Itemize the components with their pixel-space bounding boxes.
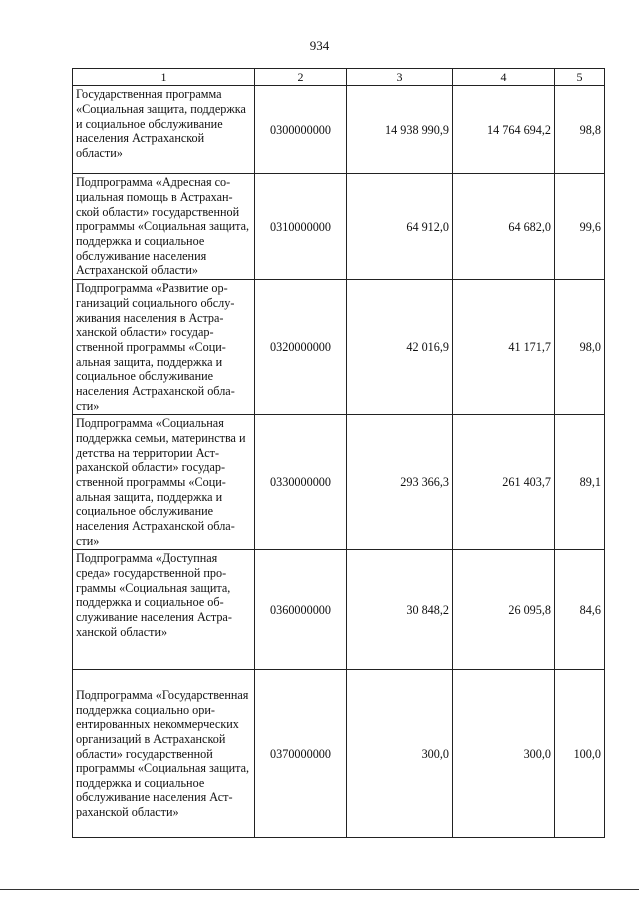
program-name-cell: Подпрограмма «Развитие организаций социального обслуживания населения в Астраханской области» государственной программы «Социальная защита, поддержка и социальное обслуживание населения Астраханской области» <box>73 280 255 415</box>
program-name-cell: Подпрограмма «Социальная поддержка семьи, материнства и детства на территории Астраханской области» государственной программы «Социальная защита, поддержка и социальное обслуживание населения Астраханской области» <box>73 415 255 550</box>
value-col3-cell: 14 938 990,9 <box>347 86 453 174</box>
program-code-cell: 0360000000 <box>255 550 347 670</box>
value-col3-cell: 30 848,2 <box>347 550 453 670</box>
column-header-2: 2 <box>255 69 347 86</box>
table-row <box>73 550 605 670</box>
column-header-4: 4 <box>453 69 555 86</box>
table-row <box>73 280 605 415</box>
table-row <box>73 415 605 550</box>
percent-cell: 98,8 <box>555 86 605 174</box>
percent-cell: 99,6 <box>555 174 605 280</box>
program-code-cell: 0310000000 <box>255 174 347 280</box>
page-number: 934 <box>309 38 330 53</box>
budget-table <box>72 68 605 838</box>
percent-cell: 100,0 <box>555 670 605 838</box>
column-header-1: 1 <box>73 69 255 86</box>
table-row <box>73 174 605 280</box>
program-name-cell: Подпрограмма «Государственная поддержка социально ориентированных некоммерческих организаций в Астраханской области» государственной программы «Социальная защита, поддержка и социальное обслуживание населения Астраханской области» <box>73 670 255 838</box>
program-code-cell: 0320000000 <box>255 280 347 415</box>
value-col3-cell: 42 016,9 <box>347 280 453 415</box>
bottom-rule <box>0 889 639 890</box>
program-name-cell: Подпрограмма «Доступная среда» государственной программы «Социальная защита, поддержка и социальное обслуживание населения Астраханской области» <box>73 550 255 670</box>
program-code-cell: 0330000000 <box>255 415 347 550</box>
program-name-cell: Государственная программа «Социальная защита, поддержка и социальное обслуживание населения Астраханской области» <box>73 86 255 174</box>
value-col3-cell: 64 912,0 <box>347 174 453 280</box>
percent-cell: 84,6 <box>555 550 605 670</box>
percent-cell: 98,0 <box>555 280 605 415</box>
program-name-cell: Подпрограмма «Адресная социальная помощь в Астраханской области» государственной программы «Социальная защита, поддержка и социальное обслуживание населения Астраханской области» <box>73 174 255 280</box>
value-col4-cell: 14 764 694,2 <box>453 86 555 174</box>
value-col4-cell: 26 095,8 <box>453 550 555 670</box>
column-header-5: 5 <box>555 69 605 86</box>
value-col4-cell: 64 682,0 <box>453 174 555 280</box>
program-code-cell: 0300000000 <box>255 86 347 174</box>
value-col4-cell: 300,0 <box>453 670 555 838</box>
program-code-cell: 0370000000 <box>255 670 347 838</box>
table-header-row <box>73 69 605 86</box>
table-row <box>73 670 605 838</box>
column-header-3: 3 <box>347 69 453 86</box>
percent-cell: 89,1 <box>555 415 605 550</box>
value-col3-cell: 300,0 <box>347 670 453 838</box>
table-row <box>73 86 605 174</box>
value-col3-cell: 293 366,3 <box>347 415 453 550</box>
value-col4-cell: 261 403,7 <box>453 415 555 550</box>
value-col4-cell: 41 171,7 <box>453 280 555 415</box>
